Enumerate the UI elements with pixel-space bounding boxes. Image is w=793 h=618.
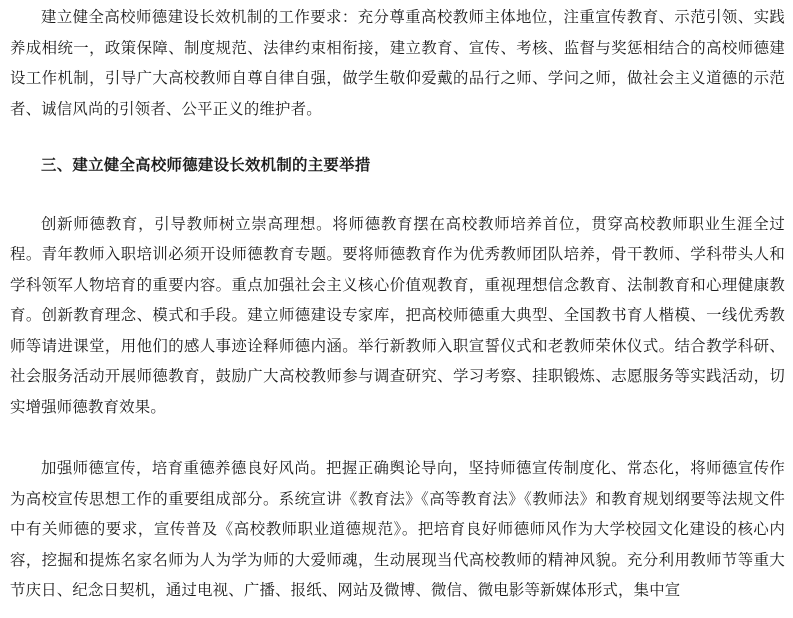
document-body xyxy=(10,0,785,606)
paragraph-spacer xyxy=(10,422,785,453)
paragraph-strengthen-ethics-publicity: 加强师德宣传，培育重德养德良好风尚。把握正确舆论导向，坚持师德宣传制度化、常态化，将师德宣传作为高校宣传思想工作的重要组成部分。系统宣讲《教育法》《高等教育法》《教师法》和教育规划纲要等法规文件中有关师德的要求，宣传普及《高校教师职业道德规范》。把培育良好师德师风作为大学校园文化建设的核心内容，挖掘和提炼名家名师为人为学为师的大爱师魂，生动展现当代高校教师的精神风貌。充分利用教师节等重大节庆日、纪念日契机，通过电视、广播、报纸、网站及微博、微信、微电影等新媒体形式，集中宣 xyxy=(10,459,785,599)
paragraph-innovate-ethics-education: 创新师德教育，引导教师树立崇高理想。将师德教育摆在高校教师培养首位，贯穿高校教师职业生涯全过程。青年教师入职培训必须开设师德教育专题。要将师德教育作为优秀教师团队培养，骨干教师、学科带头人和学科领军人物培育的重要内容。重点加强社会主义核心价值观教育，重视理想信念教育、法制教育和心理健康教育。创新教育理念、模式和手段。建立师德建设专家库，把高校师德重大典型、全国教书育人楷模、一线优秀教师等请进课堂，用他们的感人事迹诠释师德内涵。举行新教师入职宣誓仪式和老教师荣休仪式。结合教学科研、社会服务活动开展师德教育，鼓励广大高校教师参与调查研究、学习考察、挂职锻炼、志愿服务等实践活动，切实增强师德教育效果。 xyxy=(10,214,785,416)
section-heading-main-measures: 三、建立健全高校师德建设长效机制的主要举措 xyxy=(41,156,371,174)
paragraph-spacer xyxy=(10,181,785,209)
paragraph-work-requirements: 建立健全高校师德建设长效机制的工作要求：充分尊重高校教师主体地位，注重宣传教育、示范引领、实践养成相统一，政策保障、制度规范、法律约束相衔接，建立教育、宣传、考核、监督与奖惩相结合的高校师德建设工作机制，引导广大高校教师自尊自律自强，做学生敬仰爱戴的品行之师、学问之师，做社会主义道德的示范者、诚信风尚的引领者、公平正义的维护者。 xyxy=(10,8,785,118)
paragraph-spacer xyxy=(10,124,785,150)
